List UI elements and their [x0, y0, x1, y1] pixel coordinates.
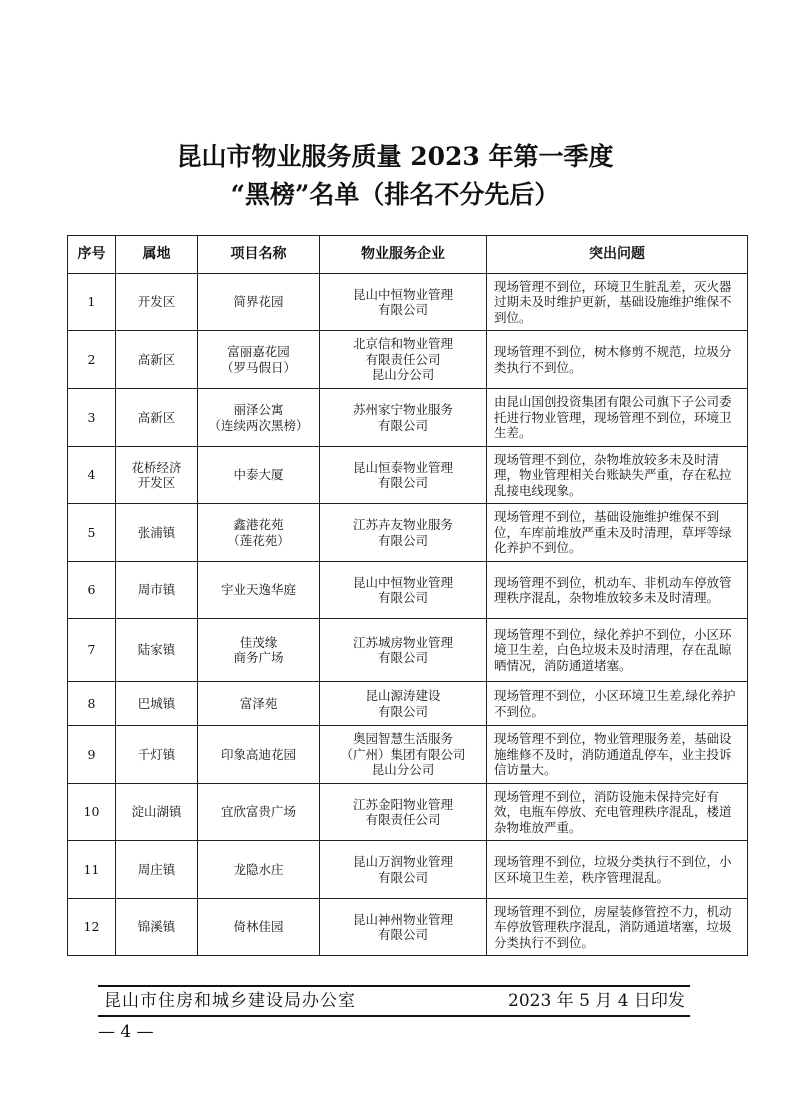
cell-area: 高新区	[116, 331, 198, 389]
table-row	[68, 447, 748, 504]
cell-project: 宜欣富贵广场	[198, 784, 320, 841]
cell-area: 高新区	[116, 389, 198, 447]
table-row	[68, 726, 748, 784]
cell-no: 6	[68, 562, 116, 619]
cell-area: 张浦镇	[116, 504, 198, 562]
cell-project: 倚林佳园	[198, 899, 320, 956]
cell-company: 江苏卉友物业服务 有限公司	[320, 504, 487, 562]
cell-company: 昆山源涛建设 有限公司	[320, 682, 487, 726]
cell-issue: 现场管理不到位，物业管理服务差，基础设施维修不及时，消防通道乱停车，业主投诉信访量大。	[487, 726, 748, 784]
table-row	[68, 841, 748, 899]
cell-issue: 现场管理不到位，杂物堆放较多未及时清理，物业管理相关台账缺失严重，存在私拉乱接电线现象。	[487, 447, 748, 504]
cell-area: 周市镇	[116, 562, 198, 619]
footer-bottom-rule	[98, 1015, 690, 1017]
blacklist-table	[67, 235, 748, 956]
cell-company: 奥园智慧生活服务 （广州）集团有限公司 昆山分公司	[320, 726, 487, 784]
cell-project: 简界花园	[198, 274, 320, 331]
header-area: 属地	[116, 236, 198, 274]
cell-issue: 现场管理不到位，小区环境卫生差,绿化养护不到位。	[487, 682, 748, 726]
cell-issue: 现场管理不到位，消防设施未保持完好有效，电瓶车停放、充电管理秩序混乱，楼道杂物堆放严重。	[487, 784, 748, 841]
page-number: — 4 —	[98, 1022, 154, 1042]
table-row	[68, 619, 748, 682]
cell-company: 江苏金阳物业管理 有限责任公司	[320, 784, 487, 841]
cell-no: 5	[68, 504, 116, 562]
cell-project: 中泰大厦	[198, 447, 320, 504]
page-subtitle: “黑榜”名单（排名不分先后）	[230, 180, 560, 209]
cell-project: 富丽嘉花园 （罗马假日）	[198, 331, 320, 389]
cell-company: 昆山中恒物业管理 有限公司	[320, 562, 487, 619]
cell-project: 印象高迪花园	[198, 726, 320, 784]
table-header-row	[68, 236, 748, 274]
cell-issue: 现场管理不到位，树木修剪不规范，垃圾分类执行不到位。	[487, 331, 748, 389]
cell-project: 鑫港花苑 （莲花苑）	[198, 504, 320, 562]
page-title: 昆山市物业服务质量 2023 年第一季度	[176, 142, 614, 171]
table-row	[68, 784, 748, 841]
cell-issue: 由昆山国创投资集团有限公司旗下子公司委托进行物业管理，现场管理不到位，环境卫生差。	[487, 389, 748, 447]
cell-area: 周庄镇	[116, 841, 198, 899]
cell-no: 7	[68, 619, 116, 682]
table-row	[68, 899, 748, 956]
cell-company: 苏州家宁物业服务 有限公司	[320, 389, 487, 447]
cell-issue: 现场管理不到位，绿化养护不到位，小区环境卫生差，白色垃圾未及时清理，存在乱晾晒情况，消防通道堵塞。	[487, 619, 748, 682]
cell-issue: 现场管理不到位，基础设施维护维保不到位，车库前堆放严重未及时清理，草坪等绿化养护不到位。	[487, 504, 748, 562]
cell-issue: 现场管理不到位，环境卫生脏乱差，灭火器过期未及时维护更新，基础设施维护维保不到位。	[487, 274, 748, 331]
issuer-name: 昆山市住房和城乡建设局办公室	[104, 991, 356, 1011]
cell-no: 2	[68, 331, 116, 389]
cell-company: 北京信和物业管理 有限责任公司 昆山分公司	[320, 331, 487, 389]
cell-no: 4	[68, 447, 116, 504]
cell-no: 8	[68, 682, 116, 726]
header-company: 物业服务企业	[320, 236, 487, 274]
cell-issue: 现场管理不到位，垃圾分类执行不到位，小区环境卫生差，秩序管理混乱。	[487, 841, 748, 899]
header-no: 序号	[68, 236, 116, 274]
cell-no: 3	[68, 389, 116, 447]
cell-company: 昆山神州物业管理 有限公司	[320, 899, 487, 956]
cell-area: 巴城镇	[116, 682, 198, 726]
cell-no: 12	[68, 899, 116, 956]
cell-project: 丽泽公寓 （连续两次黑榜）	[198, 389, 320, 447]
cell-no: 9	[68, 726, 116, 784]
table-row	[68, 274, 748, 331]
cell-company: 昆山恒泰物业管理 有限公司	[320, 447, 487, 504]
cell-no: 10	[68, 784, 116, 841]
table-row	[68, 504, 748, 562]
cell-no: 11	[68, 841, 116, 899]
header-issue: 突出问题	[487, 236, 748, 274]
cell-company: 昆山中恒物业管理 有限公司	[320, 274, 487, 331]
cell-area: 花桥经济 开发区	[116, 447, 198, 504]
cell-no: 1	[68, 274, 116, 331]
table-row	[68, 562, 748, 619]
cell-project: 佳茂缘 商务广场	[198, 619, 320, 682]
table-row	[68, 389, 748, 447]
cell-issue: 现场管理不到位，机动车、非机动车停放管理秩序混乱，杂物堆放较多未及时清理。	[487, 562, 748, 619]
cell-project: 宇业天逸华庭	[198, 562, 320, 619]
cell-project: 富泽苑	[198, 682, 320, 726]
cell-area: 开发区	[116, 274, 198, 331]
header-project: 项目名称	[198, 236, 320, 274]
cell-company: 江苏城房物业管理 有限公司	[320, 619, 487, 682]
cell-company: 昆山万润物业管理 有限公司	[320, 841, 487, 899]
cell-area: 千灯镇	[116, 726, 198, 784]
cell-area: 陆家镇	[116, 619, 198, 682]
footer-top-rule	[98, 985, 690, 987]
table-row	[68, 682, 748, 726]
cell-project: 龙隐水庄	[198, 841, 320, 899]
issue-date: 2023 年 5 月 4 日印发	[508, 991, 685, 1011]
cell-area: 锦溪镇	[116, 899, 198, 956]
cell-area: 淀山湖镇	[116, 784, 198, 841]
cell-issue: 现场管理不到位，房屋装修管控不力，机动车停放管理秩序混乱，消防通道堵塞，垃圾分类执行不到位。	[487, 899, 748, 956]
table-row	[68, 331, 748, 389]
